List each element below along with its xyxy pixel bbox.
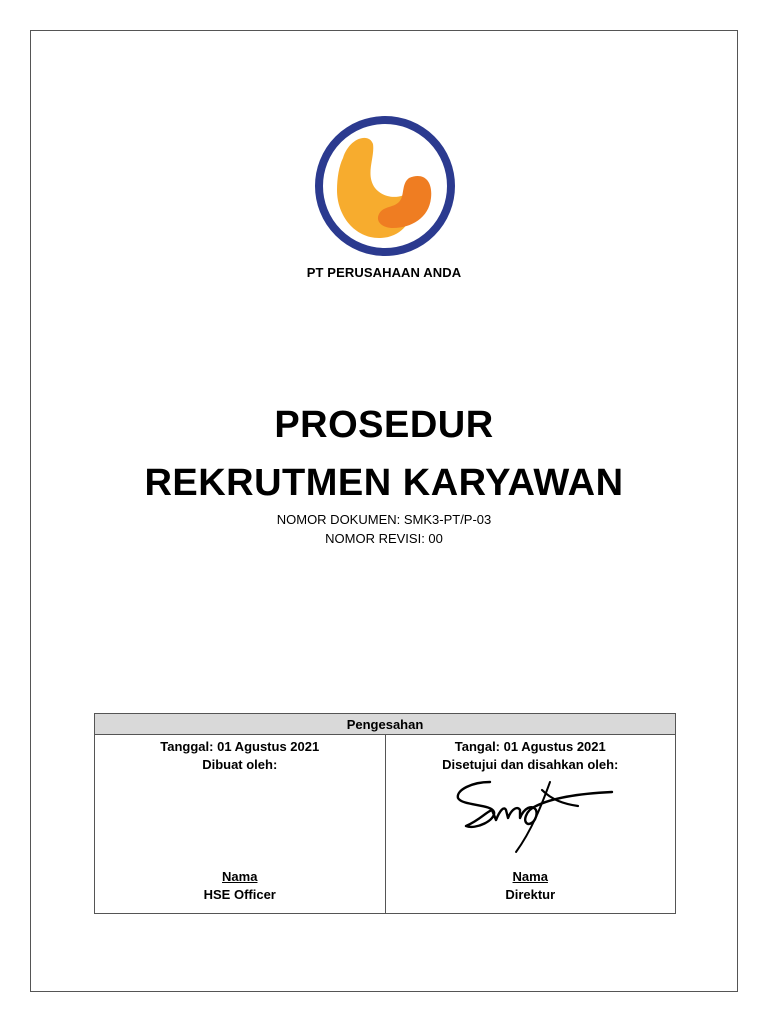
approval-cell-left <box>95 735 386 914</box>
right-name: Nama <box>512 869 548 884</box>
right-date: Tangal: 01 Agustus 2021 <box>454 739 606 754</box>
right-position: Direktur <box>505 887 556 902</box>
left-role-label: Dibuat oleh: <box>202 757 278 772</box>
left-name: Nama <box>222 869 258 884</box>
document-title-line-1: PROSEDUR <box>274 404 494 446</box>
document-title-line-2: REKRUTMEN KARYAWAN <box>144 462 624 504</box>
left-date: Tanggal: 01 Agustus 2021 <box>160 739 320 754</box>
left-position: HSE Officer <box>203 887 276 902</box>
right-role-label: Disetujui dan disahkan oleh: <box>442 757 619 772</box>
company-logo <box>313 114 457 258</box>
document-number: NOMOR DOKUMEN: SMK3-PT/P-03 <box>276 512 492 527</box>
signature-image <box>452 760 622 860</box>
company-name: PT PERUSAHAAN ANDA <box>306 265 462 280</box>
approval-header: Pengesahan <box>95 714 676 735</box>
revision-number: NOMOR REVISI: 00 <box>325 531 443 546</box>
